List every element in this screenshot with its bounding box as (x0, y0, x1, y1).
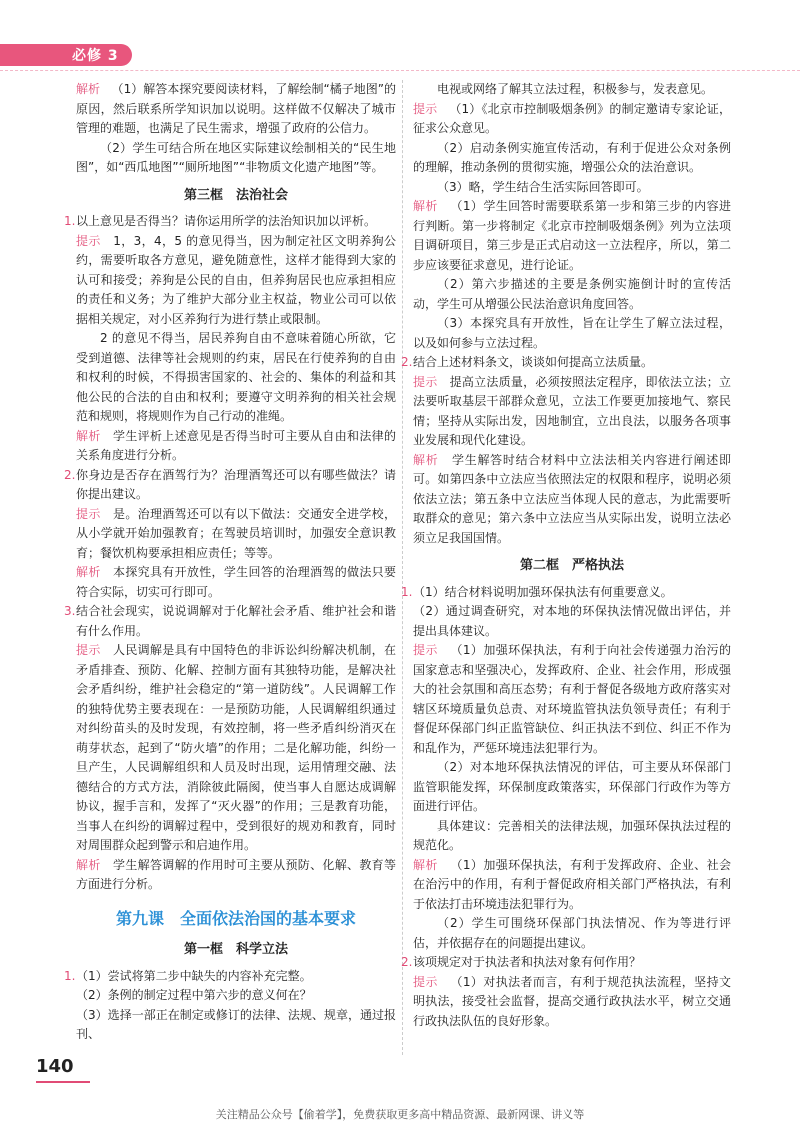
paragraph (413, 451, 731, 549)
left-column (64, 80, 396, 1045)
paragraph (413, 973, 731, 1032)
column-divider (402, 80, 403, 1055)
text: 学生评析上述意见是否得当时可主要从自由和法律的关系角度进行分析。 (76, 428, 396, 462)
text: 提高立法质量，必须按照法定程序，即依法立法；立法要听取基层干部群众意见，立法工作要更加接地气、察民情；坚持从实际出发，因地制宜，立出良法，以服务各项事业发展和现代化建设。 (413, 374, 731, 447)
analysis-label: 解析 (76, 565, 101, 579)
question-2 (401, 953, 731, 973)
page-number: 140 (36, 1056, 74, 1077)
analysis-label: 解析 (413, 857, 438, 872)
paragraph (76, 427, 396, 466)
text: （1）对执法者而言，有利于规范执法流程，坚持文明执法，接受社会监督，提高交通行政执法水平，树立交通行政执法队伍的良好形象。 (413, 974, 731, 1028)
analysis-label: 解析 (76, 82, 101, 96)
paragraph (413, 641, 731, 758)
paragraph: （3）本探究具有开放性，旨在让学生了解立法过程，以及如何参与立法过程。 (413, 316, 731, 350)
footer-note: 关注精品公众号【偷着学】，免费获取更多高中精品资源、最新网课、讲义等 (215, 1108, 585, 1121)
lesson-title: 第九课 全面依法治国的基本要求 (115, 908, 356, 928)
analysis-label: 解析 (413, 199, 438, 213)
question-number: 2. (64, 467, 76, 482)
text: （1）解答本探究要阅读材料，了解绘制“橘子地图”的原因，然后联系所学知识加以说明。这样做不仅解决了城市管理的难题，也满足了民生需求，增强了政府的公信力。 (76, 82, 396, 135)
paragraph (413, 856, 731, 915)
paragraph: （2）对本地环保执法情况的评估，可主要从环保部门监管职能发挥，环保制度政策落实，环保部门行政作为等方面进行评估。 (413, 760, 731, 813)
text: （1）加强环保执法，有利于发挥政府、企业、社会在治污中的作用，有利于督促政府相关部门严格执法，有利于依法打击环境违法犯罪行为。 (413, 857, 731, 911)
question-3 (64, 602, 396, 641)
question-1 (401, 583, 731, 603)
tip-label: 提示 (413, 974, 438, 989)
question-number: 2. (401, 355, 413, 369)
question-2 (401, 353, 731, 373)
question-text: 以上意见是否得当？请你运用所学的法治知识加以评析。 (76, 214, 377, 228)
question-text: （1）结合材料说明加强环保执法有何重要意义。 (413, 584, 673, 599)
analysis-label: 解析 (76, 857, 101, 872)
question-1 (64, 967, 396, 987)
question-number: 1. (401, 584, 413, 599)
question-text: 结合上述材料条文，谈谈如何提高立法质量。 (413, 355, 654, 369)
question-1 (64, 212, 396, 232)
page-number-underline (36, 1081, 90, 1083)
module-tab (0, 44, 132, 66)
paragraph: （2）第六步描述的主要是条例实施倒计时的宣传活动，学生可从增强公民法治意识角度回答。 (413, 277, 731, 311)
paragraph (413, 373, 731, 451)
question-text: 该项规定对于执法者和执法对象有何作用？ (413, 955, 642, 969)
paragraph (76, 856, 396, 895)
question-2 (64, 466, 396, 505)
section-title: 第一框 科学立法 (183, 942, 288, 957)
section-title: 第三框 法治社会 (183, 187, 288, 203)
text: 学生解答调解的作用时可主要从预防、化解、教育等方面进行分析。 (76, 857, 396, 891)
question-number: 1. (64, 214, 76, 228)
section-title: 第二框 严格执法 (519, 558, 624, 573)
text: （1）《北京市控制吸烟条例》的制定邀请专家论证，征求公众意见。 (413, 101, 731, 135)
question-number: 2. (401, 955, 413, 969)
paragraph (413, 197, 731, 275)
right-column (401, 80, 731, 1031)
text: 本探究具有开放性，学生回答的治理酒驾的做法只要符合实际，切实可行即可。 (76, 565, 396, 599)
question-text: （2）通过调查研究，对本地的环保执法情况做出评估，并提出具体建议。 (413, 604, 731, 638)
paragraph: （2）学生可结合所在地区实际建议绘制相关的“民生地图”，如“西瓜地图”“厕所地图”“非物质文化遗产地图”等。 (76, 140, 396, 174)
text: 学生解答时结合材料中立法法相关内容进行阐述即可。如第四条中立法应当依照法定的权限和程序，说明必须依法立法；第五条中立法应当体现人民的意志，为此需要听取群众的意见；第六条中立法应当从实际出发，说明立法必须立足我国国情。 (413, 452, 731, 545)
text: 人民调解是具有中国特色的非诉讼纠纷解决机制，在矛盾排查、预防、化解、控制方面有其独特功能，是解决社会矛盾纠纷，维护社会稳定的“第一道防线”。人民调解工作的独特优势主要表现在：一是预防功能，人民调解组织通过对纠纷苗头的及时发现，有效控制，将一些矛盾纠纷消灭在萌芽状态，起到了“防火墙”的作用；二是化解功能，纠纷一旦产生，人民调解组织和人员及时出现，运用情理交融、法德结合的方式方法，消除彼此隔阂，使当事人自愿达成调解协议，握手言和，发挥了“灭火器”的作用；三是教育功能，当事人在纠纷的调解过程中，受到很好的规劝和教育，同时对周围群众起到警示和启迪作用。 (76, 643, 396, 852)
paragraph: 2 的意见不得当，居民养狗自由不意味着随心所欲，它受到道德、法律等社会规则的约束，居民在行使养狗的自由和权利的时候，不得损害国家的、社会的、集体的利益和其他公民的合法的自由和权利；要遵守文明养狗的相关社会规范和规则，将规则作为自己行动的准绳。 (76, 331, 396, 423)
question-text: （2）条例的制定过程中第六步的意义何在？ (76, 988, 312, 1002)
paragraph (76, 232, 396, 330)
tip-label: 提示 (76, 506, 101, 521)
tip-label: 提示 (413, 101, 438, 116)
question-number: 3. (64, 604, 76, 618)
paragraph (76, 563, 396, 602)
tip-label: 提示 (76, 643, 101, 657)
tip-label: 提示 (413, 643, 438, 657)
question-text: （3）选择一部正在制定或修订的法律、法规、规章，通过报刊、 (76, 1007, 396, 1041)
analysis-label: 解析 (76, 428, 101, 443)
paragraph: （3）略，学生结合生活实际回答即可。 (437, 179, 649, 194)
text: 1，3，4，5 的意见得当，因为制定社区文明养狗公约，需要听取各方意见，避免随意性，这样才能得到大家的认可和接受；养狗是公民的自由，但养狗居民也应承担相应的责任和义务；为了维护大部分业主权益，物业公司可以依据相关规定，对小区养狗行为进行禁止或限制。 (76, 233, 396, 326)
header-divider (0, 70, 800, 71)
text: （1）加强环保执法，有利于向社会传递强力治污的国家意志和坚强决心，发挥政府、企业、社会作用，形成强大的社会氛围和高压态势；有利于督促各级地方政府落实对辖区环境质量负总责、对环境监管执法负领导责任；有利于督促环保部门纠正监管缺位、纠正执法不到位、纠正不作为和乱作为，严惩环境违法犯罪行为。 (413, 643, 731, 755)
analysis-label: 解析 (413, 452, 439, 467)
tip-label: 提示 (76, 233, 101, 248)
question-number: 1. (64, 968, 76, 983)
tip-label: 提示 (413, 374, 438, 389)
paragraph (76, 80, 396, 139)
question-text: 结合社会现实，说说调解对于化解社会矛盾、维护社会和谐有什么作用。 (76, 604, 396, 638)
text: （1）学生回答时需要联系第一步和第三步的内容进行判断。第一步将制定《北京市控制吸烟条例》列为立法项目调研项目，第三步是正式启动这一立法程序，所以，第二步应该要征求意见，进行论证。 (413, 199, 731, 272)
paragraph: （2）学生可围绕环保部门执法情况、作为等进行评估，并依据存在的问题提出建议。 (413, 916, 731, 950)
paragraph (76, 505, 396, 564)
module-tab-label: 必修 3 (72, 48, 119, 64)
question-text: （1）尝试将第二步中缺失的内容补充完整。 (76, 968, 312, 983)
text: 是。治理酒驾还可以有以下做法：交通安全进学校，从小学就开始加强教育；在驾驶员培训时，加强安全意识教育；餐饮机构要承担相应责任；等等。 (76, 506, 396, 560)
question-text: 你身边是否存在酒驾行为？治理酒驾还可以有哪些做法？请你提出建议。 (76, 467, 396, 501)
paragraph: 具体建议：完善相关的法律法规，加强环保执法过程的规范化。 (413, 818, 731, 852)
paragraph (76, 641, 396, 856)
paragraph (413, 100, 731, 139)
paragraph: 电视或网络了解其立法过程，积极参与，发表意见。 (437, 82, 714, 96)
paragraph: （2）启动条例实施宣传活动，有利于促进公众对条例的理解，推动条例的贯彻实施，增强公众的法治意识。 (413, 140, 731, 174)
